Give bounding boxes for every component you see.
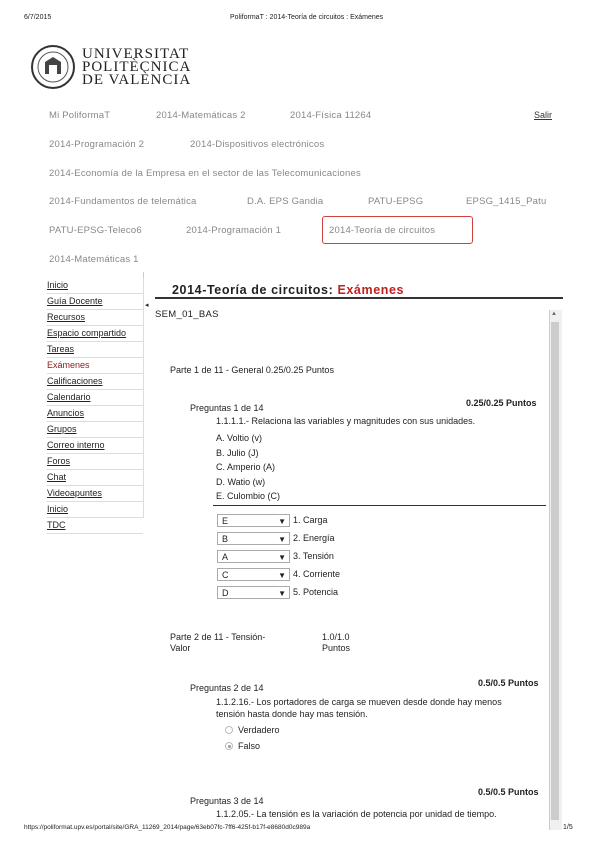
print-date: 6/7/2015 [24,14,52,21]
option-d: D. Watio (w) [216,476,266,487]
tool-menu [47,278,143,534]
site-tab-mi-poliformat[interactable]: Mi PoliformaT [49,110,111,121]
site-tab-dispositivos[interactable]: 2014-Dispositivos electrónicos [190,139,325,150]
question-1-text: 1.1.1.1.- Relaciona las variables y magnitudes con sus unidades. [216,416,476,426]
part-2-header: Parte 2 de 11 - Tensión- Valor [170,632,266,653]
tool-inicio-2[interactable]: Inicio [47,502,143,518]
radio-verdadero-label: Verdadero [238,725,280,735]
upv-seal-icon [30,44,76,90]
tool-foros[interactable]: Foros [47,454,143,470]
site-tab-programacion-2[interactable]: 2014-Programación 2 [49,139,145,150]
chevron-down-icon: ▼ [278,553,286,562]
tool-tareas[interactable]: Tareas [47,342,143,358]
chevron-down-icon: ▼ [278,535,286,544]
tool-grupos[interactable]: Grupos [47,422,143,438]
tool-anuncios[interactable]: Anuncios [47,406,143,422]
sidebar-border [143,278,144,518]
tool-guia-docente[interactable]: Guía Docente [47,294,143,310]
chevron-down-icon: ▼ [278,571,286,580]
site-tab-epsg-patu[interactable]: EPSG_1415_Patu [466,196,547,207]
option-a: A. Voltio (v) [216,433,263,443]
print-page-number: 1/5 [563,824,573,831]
part-1-header: Parte 1 de 11 - General 0.25/0.25 Puntos [170,365,334,375]
site-tab-telematica[interactable]: 2014-Fundamentos de telemática [49,196,197,207]
site-tab-matematicas-2[interactable]: 2014-Matemáticas 2 [156,110,246,121]
option-e: E. Culombio (C) [216,491,281,501]
site-tab-da-eps[interactable]: D.A. EPS Gandia [247,196,324,207]
scrollbar-thumb[interactable] [551,322,559,820]
match-label-potencia: 5. Potencia [293,587,339,597]
question-2-text: 1.1.2.16.- Los portadores de carga se mueven desde donde hay menos tensión hasta donde hay mas tensión. [216,697,502,719]
match-label-corriente: 4. Corriente [293,569,341,579]
match-label-energia: 2. Energía [293,533,335,543]
scroll-up-icon[interactable]: ▲ [551,311,557,317]
tool-examenes[interactable]: Exámenes [47,358,143,374]
print-url: https://poliformat.upv.es/portal/site/GRA_11269_2014/page/63eb07fc-7ff6-425f-b17f-e8680d0c989a [24,824,311,831]
question-1-label: Preguntas 1 de 14 [190,403,264,413]
option-b: B. Julio (J) [216,447,259,458]
radio-verdadero[interactable] [225,726,233,734]
part-2-points: 1.0/1.0 Puntos [322,632,351,653]
site-tab-patu-epsg[interactable]: PATU-EPSG [368,196,424,207]
match-select-corriente[interactable]: C ▼ [217,568,290,581]
radio-falso-label: Falso [238,741,261,751]
site-tab-programacion-1[interactable]: 2014-Programación 1 [186,225,282,236]
question-1-points: 0.25/0.25 Puntos [466,398,537,408]
match-select-carga[interactable]: E ▼ [217,514,290,527]
tool-inicio[interactable]: Inicio [47,278,143,294]
question-3-label: Preguntas 3 de 14 [190,796,264,806]
tool-chat[interactable]: Chat [47,470,143,486]
match-divider [213,505,546,506]
print-title: PoliformaT : 2014-Teoría de circuitos : Exámenes [230,14,384,21]
radio-falso[interactable] [225,742,233,750]
site-tab-patu-teleco[interactable]: PATU-EPSG-Teleco6 [49,225,142,236]
tool-correo-interno[interactable]: Correo interno [47,438,143,454]
tool-recursos[interactable]: Recursos [47,310,143,326]
exam-name: SEM_01_BAS [155,309,219,320]
title-rule [155,297,563,299]
match-label-carga: 1. Carga [293,515,328,525]
tool-tdc[interactable]: TDC [47,518,143,534]
question-2-points: 0.5/0.5 Puntos [478,678,539,688]
match-select-tension[interactable]: A ▼ [217,550,290,563]
chevron-down-icon: ▼ [278,589,286,598]
question-2-label: Preguntas 2 de 14 [190,683,264,693]
question-1-options [216,431,280,504]
page-title: 2014-Teoría de circuitos: Exámenes [172,283,405,297]
site-tab-circuitos-label: 2014-Teoría de circuitos [329,225,436,236]
match-label-tension: 3. Tensión [293,551,334,561]
question-3-points: 0.5/0.5 Puntos [478,787,539,797]
upv-logo-text: UNIVERSITAT POLITÈCNICA DE VALÈNCIA [82,46,192,88]
logout-link[interactable]: Salir [534,110,553,120]
question-3-text: 1.1.2.05.- La tensión es la variación de potencia por unidad de tiempo. [216,809,497,819]
tool-videoapuntes[interactable]: Videoapuntes [47,486,143,502]
tool-calendario[interactable]: Calendario [47,390,143,406]
sidebar-collapse-icon[interactable]: ◂ [145,302,149,309]
site-tab-economia[interactable]: 2014-Economía de la Empresa en el sector de las Telecomunicaciones [49,168,361,179]
site-tab-matematicas-1[interactable]: 2014-Matemáticas 1 [49,254,139,265]
match-select-potencia[interactable]: D ▼ [217,586,290,599]
option-c: C. Amperio (A) [216,462,276,472]
chevron-down-icon: ▼ [278,517,286,526]
site-tab-fisica[interactable]: 2014-Física 11264 [290,110,372,121]
match-select-energia[interactable]: B ▼ [217,532,290,545]
site-tab-circuitos-active[interactable] [322,216,473,244]
tool-espacio-compartido[interactable]: Espacio compartido [47,326,143,342]
tool-calificaciones[interactable]: Calificaciones [47,374,143,390]
